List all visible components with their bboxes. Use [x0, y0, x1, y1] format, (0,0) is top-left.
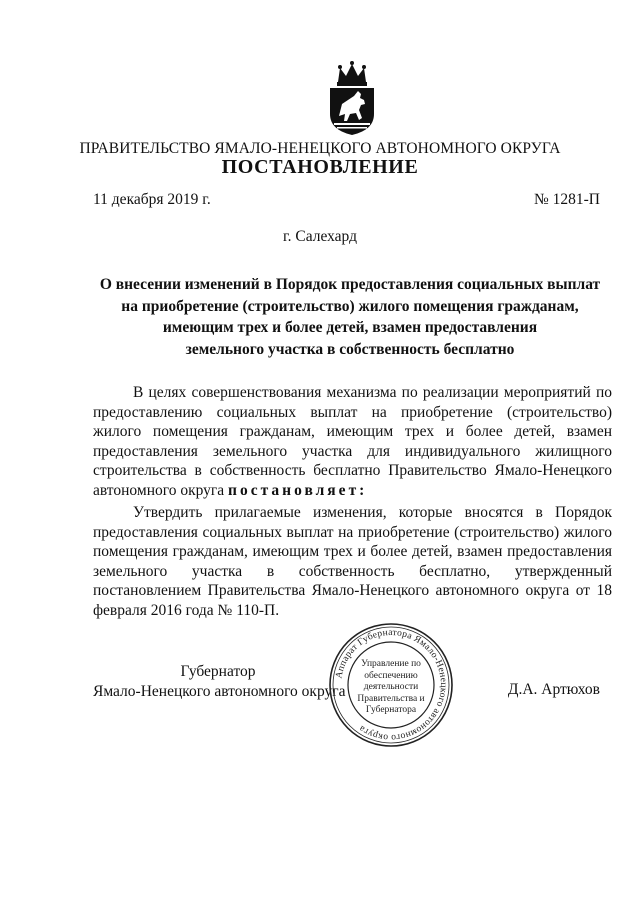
document-type: ПОСТАНОВЛЕНИЕ: [221, 156, 419, 178]
document-city: г. Салехард: [283, 228, 357, 245]
decision-paragraph: Утвердить прилагаемые изменения, которые вносятся в Порядок предоставления социальных выплат на приобретение (строительство) жилого помещения гражданам, имеющим трех и более детей, взамен предоставления земельного участка в собственность бесплатно, утвержденный постановлением Правительства Ямало-Ненецкого автономного округа от 18 февраля 2016 года № 110-П.: [93, 504, 612, 619]
position-line: Ямало-Ненецкого автономного округа: [93, 682, 346, 700]
title-line: О внесении изменений в Порядок предоставления социальных выплат: [99, 276, 601, 293]
coat-of-arms-emblem: [324, 60, 380, 136]
title-line: имеющим трех и более детей, взамен предоставления: [162, 319, 538, 336]
resolves-keyword: постановляет:: [228, 481, 368, 499]
position-line: Губернатор: [180, 663, 256, 680]
preamble-text: В целях совершенствования механизма по реализации мероприятий по предоставлению социальных выплат на приобретение (строительство) жилого помещения гражданам, имеющим трех и более детей, взамен предоставления земельного участка для индивидуального жилищного строительства в собственность бесплатно Правительство Ямало-Ненецкого автономного округа: [93, 384, 612, 499]
stamp-inner-text: Управление по обеспечению деятельности Правительства и Губернатора: [357, 659, 425, 715]
document-title: [60, 274, 640, 360]
signatory-position: [93, 662, 346, 701]
title-line: земельного участка в собственность бесплатно: [185, 340, 515, 358]
stamp-outer-text: Аппарат Губернатора Ямало-Ненецкого автономного округа: [334, 627, 449, 743]
title-line: на приобретение (строительство) жилого помещения гражданам,: [121, 297, 579, 315]
signatory-name: Д.А. Артюхов: [507, 681, 600, 698]
document-number: № 1281-П: [533, 191, 600, 208]
government-name: ПРАВИТЕЛЬСТВО ЯМАЛО-НЕНЕЦКОГО АВТОНОМНОГО ОКРУГА: [79, 140, 561, 157]
document-date: 11 декабря 2019 г.: [93, 191, 211, 208]
preamble-paragraph: [93, 383, 612, 500]
